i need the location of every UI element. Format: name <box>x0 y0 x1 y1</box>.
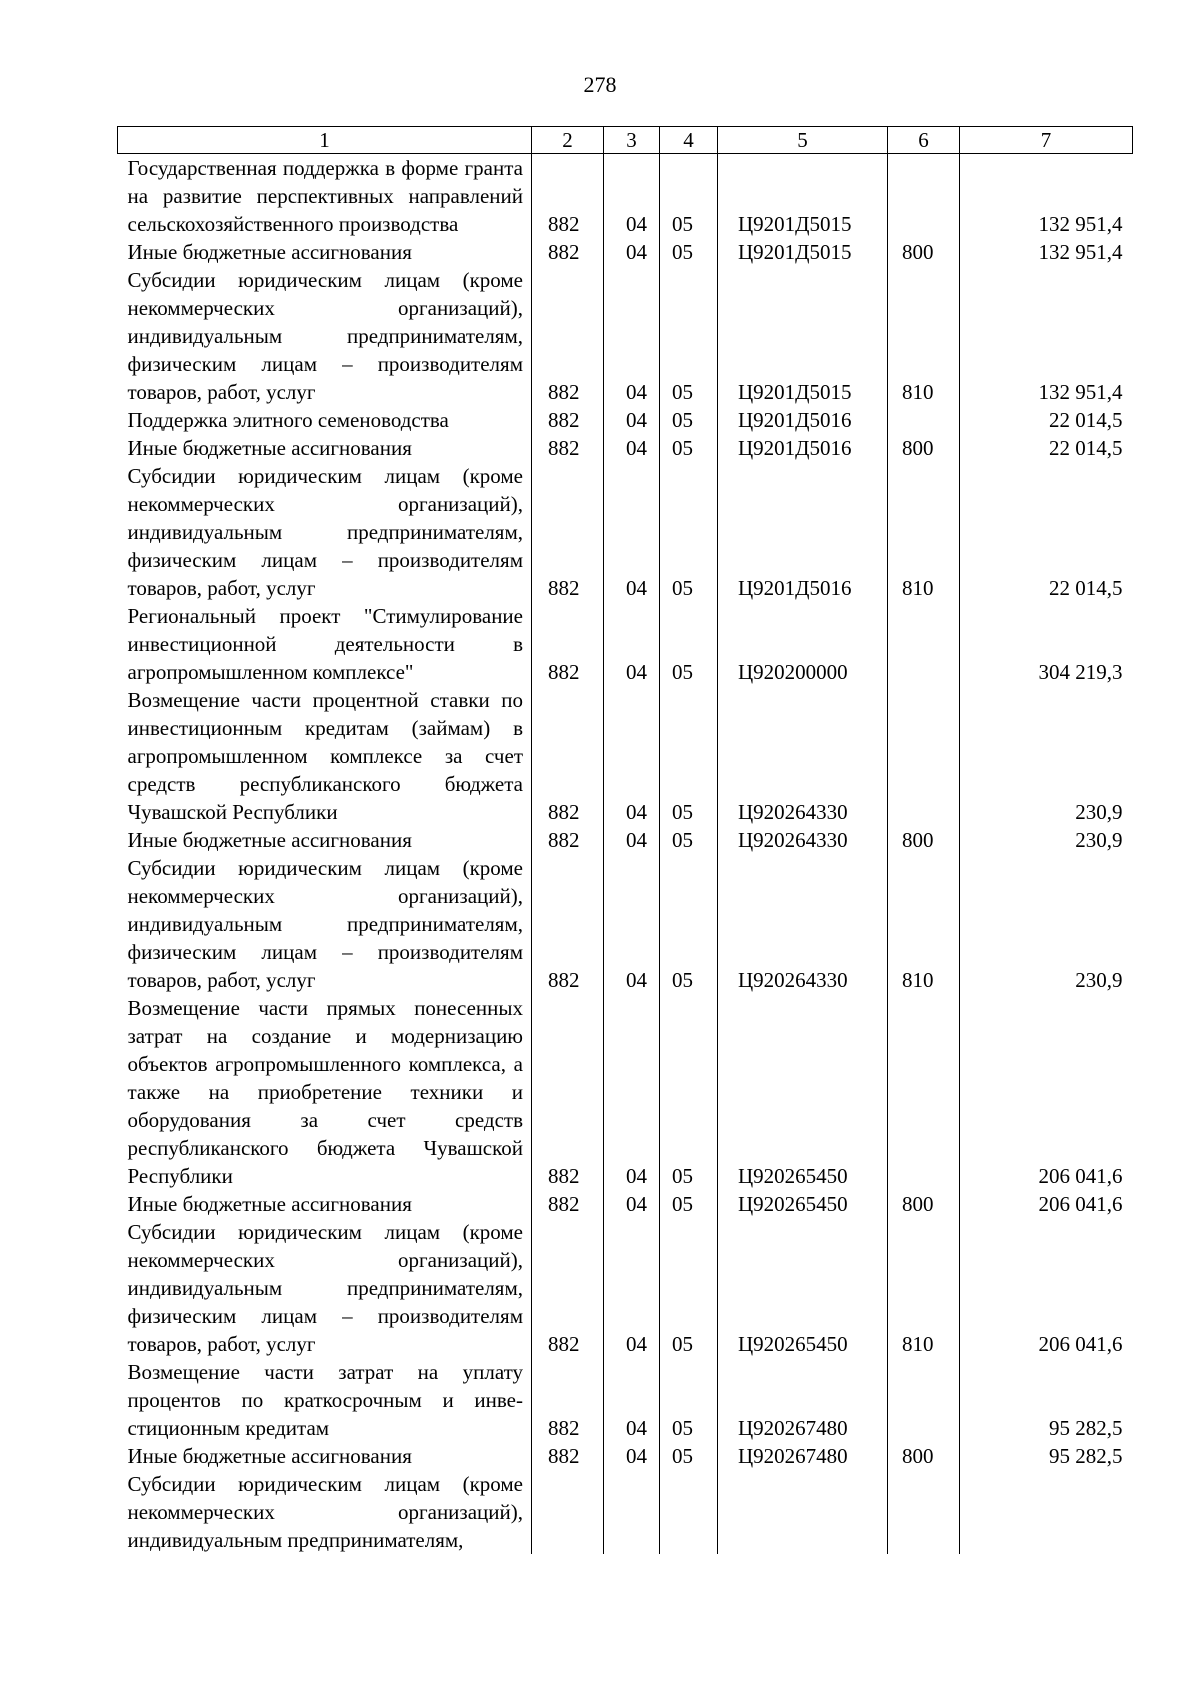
row-section-code: 04 <box>604 406 660 434</box>
row-subsection-code: 05 <box>660 1190 718 1218</box>
row-expense-type-code: 800 <box>888 1190 960 1218</box>
row-grbs-code: 882 <box>532 994 604 1190</box>
row-name: Государственная поддержка в форме гранта на развитие перспективных направлений сельскохозяйственного производства <box>118 154 532 239</box>
row-grbs-code <box>532 1470 604 1554</box>
table-row <box>118 462 1133 602</box>
row-expense-type-code: 800 <box>888 238 960 266</box>
column-header-2: 2 <box>532 127 604 154</box>
row-subsection-code: 05 <box>660 826 718 854</box>
row-subsection-code <box>660 1470 718 1554</box>
row-amount: 206 041,6 <box>960 994 1133 1190</box>
column-header-6: 6 <box>888 127 960 154</box>
row-section-code: 04 <box>604 686 660 826</box>
row-expense-type-code: 810 <box>888 266 960 406</box>
row-target-article-code: Ц9201Д5016 <box>718 406 888 434</box>
row-name: Субсидии юридическим лицам (кроме некоммерческих организаций), индивидуальным предпринимателям, физическим лицам – производителям товаров, работ, услуг <box>118 854 532 994</box>
row-section-code: 04 <box>604 1190 660 1218</box>
row-section-code: 04 <box>604 826 660 854</box>
table-row <box>118 406 1133 434</box>
row-subsection-code: 05 <box>660 434 718 462</box>
row-target-article-code: Ц920264330 <box>718 826 888 854</box>
row-target-article-code: Ц9201Д5015 <box>718 238 888 266</box>
row-grbs-code: 882 <box>532 1218 604 1358</box>
row-expense-type-code: 810 <box>888 854 960 994</box>
table-row <box>118 238 1133 266</box>
row-amount: 95 282,5 <box>960 1358 1133 1442</box>
row-grbs-code: 882 <box>532 266 604 406</box>
row-expense-type-code <box>888 154 960 239</box>
row-name: Иные бюджетные ассигнования <box>118 1442 532 1470</box>
row-target-article-code: Ц920265450 <box>718 1218 888 1358</box>
row-name: Поддержка элитного семеноводства <box>118 406 532 434</box>
row-name: Возмещение части затрат на уплату процентов по краткосрочным и инвестиционным кредитам <box>118 1358 532 1442</box>
row-subsection-code: 05 <box>660 1358 718 1442</box>
row-grbs-code: 882 <box>532 826 604 854</box>
row-name: Субсидии юридическим лицам (кроме некоммерческих организаций), индивидуальным предпринимателям, физическим лицам – производителям товаров, работ, услуг <box>118 1218 532 1358</box>
column-header-3: 3 <box>604 127 660 154</box>
row-grbs-code: 882 <box>532 406 604 434</box>
table-row <box>118 686 1133 826</box>
table-row <box>118 434 1133 462</box>
row-subsection-code: 05 <box>660 406 718 434</box>
table-row <box>118 1442 1133 1470</box>
row-amount: 22 014,5 <box>960 434 1133 462</box>
row-expense-type-code: 810 <box>888 462 960 602</box>
table-row <box>118 994 1133 1190</box>
row-section-code: 04 <box>604 266 660 406</box>
column-header-1: 1 <box>118 127 532 154</box>
row-grbs-code: 882 <box>532 602 604 686</box>
row-name: Субсидии юридическим лицам (кроме некоммерческих организаций), индивидуальным предпринимателям, физическим лицам – производителям товаров, работ, услуг <box>118 462 532 602</box>
row-section-code: 04 <box>604 994 660 1190</box>
row-expense-type-code <box>888 1470 960 1554</box>
row-subsection-code: 05 <box>660 266 718 406</box>
row-amount: 230,9 <box>960 686 1133 826</box>
table-row <box>118 602 1133 686</box>
row-name: Иные бюджетные ассигнования <box>118 1190 532 1218</box>
row-grbs-code: 882 <box>532 238 604 266</box>
row-expense-type-code <box>888 994 960 1190</box>
row-grbs-code: 882 <box>532 686 604 826</box>
row-amount: 206 041,6 <box>960 1190 1133 1218</box>
row-section-code: 04 <box>604 602 660 686</box>
row-amount: 206 041,6 <box>960 1218 1133 1358</box>
row-subsection-code: 05 <box>660 686 718 826</box>
row-grbs-code: 882 <box>532 1442 604 1470</box>
table-row <box>118 826 1133 854</box>
row-grbs-code: 882 <box>532 434 604 462</box>
table-row <box>118 1218 1133 1358</box>
row-subsection-code: 05 <box>660 602 718 686</box>
row-grbs-code: 882 <box>532 462 604 602</box>
row-subsection-code: 05 <box>660 854 718 994</box>
table-row <box>118 1470 1133 1554</box>
row-target-article-code: Ц9201Д5015 <box>718 266 888 406</box>
row-name: Субсидии юридическим лицам (кроме некоммерческих организаций), индивидуальным предпринимателям, физическим лицам – производителям товаров, работ, услуг <box>118 266 532 406</box>
row-section-code: 04 <box>604 1442 660 1470</box>
row-target-article-code: Ц920267480 <box>718 1358 888 1442</box>
row-section-code: 04 <box>604 434 660 462</box>
row-grbs-code: 882 <box>532 154 604 239</box>
row-amount: 304 219,3 <box>960 602 1133 686</box>
row-target-article-code: Ц9201Д5016 <box>718 462 888 602</box>
table-header-row <box>118 127 1133 154</box>
row-target-article-code: Ц920264330 <box>718 854 888 994</box>
row-amount: 22 014,5 <box>960 406 1133 434</box>
row-subsection-code: 05 <box>660 238 718 266</box>
row-subsection-code: 05 <box>660 994 718 1190</box>
row-target-article-code: Ц920267480 <box>718 1442 888 1470</box>
row-amount: 132 951,4 <box>960 266 1133 406</box>
row-grbs-code: 882 <box>532 1358 604 1442</box>
row-subsection-code: 05 <box>660 1218 718 1358</box>
row-amount <box>960 1470 1133 1554</box>
row-expense-type-code <box>888 406 960 434</box>
row-name: Субсидии юридическим лицам (кроме некоммерческих организаций), индивидуальным предпринимателям, <box>118 1470 532 1554</box>
row-amount: 22 014,5 <box>960 462 1133 602</box>
row-expense-type-code: 800 <box>888 826 960 854</box>
row-name: Возмещение части процентной ставки по инвестиционным кредитам (займам) в агропромышленном комплексе за счет средств республиканского бюджета Чувашской Республики <box>118 686 532 826</box>
row-amount: 230,9 <box>960 854 1133 994</box>
column-header-4: 4 <box>660 127 718 154</box>
column-header-5: 5 <box>718 127 888 154</box>
row-amount: 230,9 <box>960 826 1133 854</box>
row-section-code: 04 <box>604 154 660 239</box>
row-target-article-code: Ц920264330 <box>718 686 888 826</box>
row-expense-type-code: 800 <box>888 434 960 462</box>
row-name: Возмещение части прямых понесенных затрат на создание и модернизацию объектов агропромышленного комплекса, а также на приобретение техники и оборудования за счет средств республиканского бюджета Чувашской Республики <box>118 994 532 1190</box>
row-expense-type-code <box>888 686 960 826</box>
row-target-article-code: Ц920265450 <box>718 1190 888 1218</box>
row-expense-type-code: 810 <box>888 1218 960 1358</box>
table-row <box>118 266 1133 406</box>
budget-table <box>117 126 1133 1554</box>
table-body <box>118 154 1133 1555</box>
row-section-code: 04 <box>604 1218 660 1358</box>
row-amount: 132 951,4 <box>960 238 1133 266</box>
column-header-7: 7 <box>960 127 1133 154</box>
row-target-article-code: Ц920200000 <box>718 602 888 686</box>
row-expense-type-code <box>888 602 960 686</box>
table-row <box>118 154 1133 239</box>
table-row <box>118 1190 1133 1218</box>
row-target-article-code: Ц9201Д5016 <box>718 434 888 462</box>
row-name: Иные бюджетные ассигнования <box>118 238 532 266</box>
row-expense-type-code: 800 <box>888 1442 960 1470</box>
row-subsection-code: 05 <box>660 154 718 239</box>
row-amount: 132 951,4 <box>960 154 1133 239</box>
row-name: Региональный проект "Стимулирование инвестиционной деятельности в агропромышленном комплексе" <box>118 602 532 686</box>
row-expense-type-code <box>888 1358 960 1442</box>
row-section-code: 04 <box>604 854 660 994</box>
row-target-article-code: Ц920265450 <box>718 994 888 1190</box>
row-section-code: 04 <box>604 238 660 266</box>
row-grbs-code: 882 <box>532 1190 604 1218</box>
row-name: Иные бюджетные ассигнования <box>118 826 532 854</box>
page-number: 278 <box>583 72 617 97</box>
row-target-article-code <box>718 1470 888 1554</box>
row-target-article-code: Ц9201Д5015 <box>718 154 888 239</box>
table-row <box>118 1358 1133 1442</box>
row-section-code <box>604 1470 660 1554</box>
row-amount: 95 282,5 <box>960 1442 1133 1470</box>
row-subsection-code: 05 <box>660 1442 718 1470</box>
row-section-code: 04 <box>604 1358 660 1442</box>
row-subsection-code: 05 <box>660 462 718 602</box>
row-section-code: 04 <box>604 462 660 602</box>
table-row <box>118 854 1133 994</box>
row-grbs-code: 882 <box>532 854 604 994</box>
row-name: Иные бюджетные ассигнования <box>118 434 532 462</box>
